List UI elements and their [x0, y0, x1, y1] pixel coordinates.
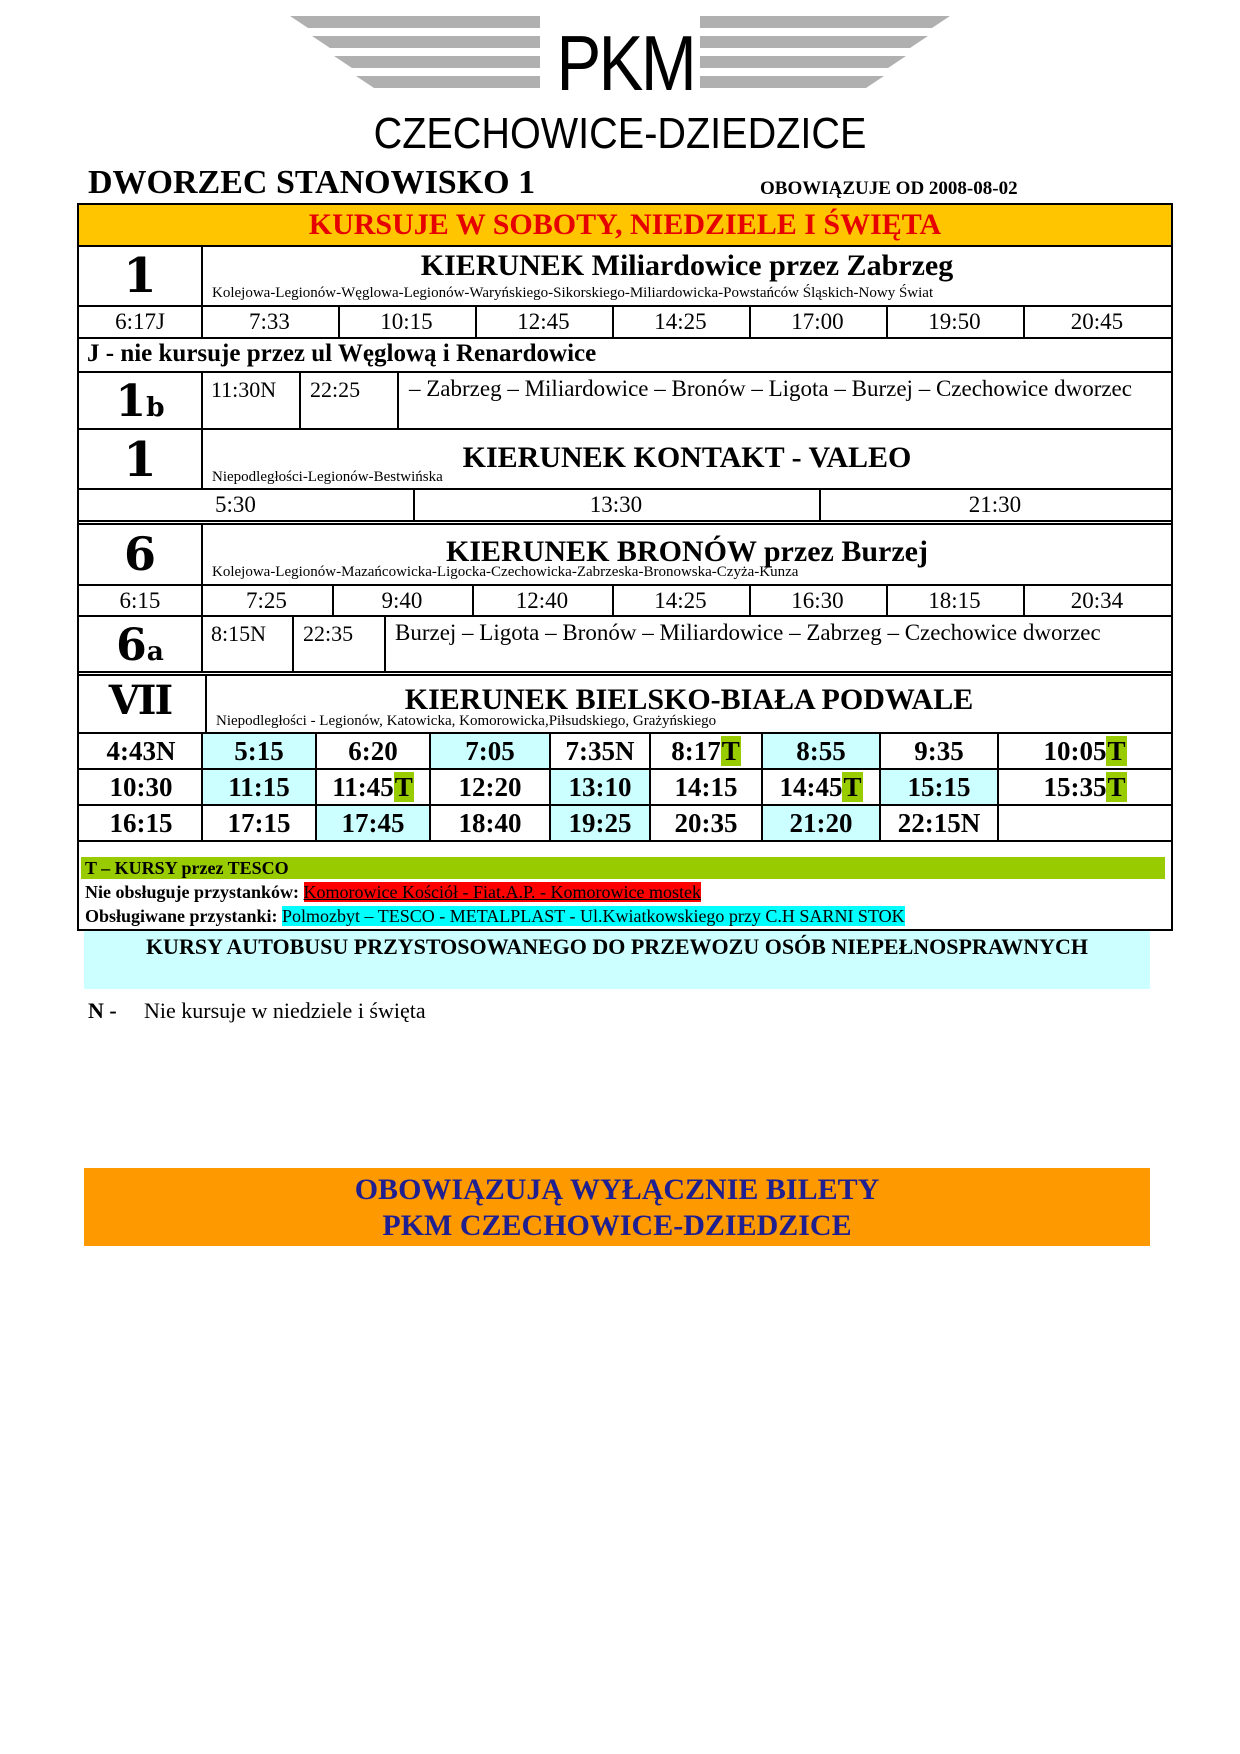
time-cell [317, 734, 429, 768]
time-value: 7:35N [565, 736, 635, 766]
time-value: 18:40 [458, 808, 522, 838]
line-number-vii: VII [108, 677, 172, 724]
tesco-mark: T [1107, 736, 1126, 766]
line6-direction-title: KIERUNEK BRONÓW przez Burzej [446, 535, 928, 568]
tesco-mark: T [843, 772, 862, 802]
time-cell [551, 806, 649, 840]
time-cell [999, 734, 1171, 768]
line1k-route: Niepodległości-Legionów-Bestwińska [212, 469, 443, 485]
time-cell [881, 806, 997, 840]
time-cell: 6:17J [115, 309, 165, 334]
time-value: 11:45 [332, 772, 394, 802]
logo-name: PKM [556, 19, 695, 107]
time-value: 21:20 [789, 808, 853, 838]
time-cell [651, 806, 761, 840]
line1-route: Kolejowa-Legionów-Węglowa-Legionów-Waryńskiego-Sikorskiego-Miliardowicka-Powstańców Śląskich-Nowy Świat [212, 285, 934, 301]
time-value: 8:17 [671, 736, 721, 766]
tesco-mark: T [1107, 772, 1126, 802]
line-number-1-kontakt: 1 [123, 432, 157, 488]
time-cell: 16:30 [791, 588, 844, 613]
time-cell: 6:15 [119, 588, 161, 613]
time-value: 22:15N [897, 808, 981, 838]
skipped-stops: Nie obsługuje przystanków: Komorowice Kościół - Fiat.A.P. - Komorowice mostek [85, 882, 701, 902]
time-cell: 21:30 [968, 492, 1022, 517]
time-cell [763, 770, 879, 804]
time-value: 4:43N [106, 736, 176, 766]
time-value: 14:15 [674, 772, 738, 802]
line1-direction-title: KIERUNEK Miliardowice przez Zabrzeg [420, 249, 954, 282]
time-cell [317, 806, 429, 840]
line1-note: J - nie kursuje przez ul Węglową i Renardowice [87, 340, 597, 367]
time-cell: 19:50 [928, 309, 981, 334]
time-cell [999, 806, 1171, 840]
time-cell [651, 770, 761, 804]
time-cell [551, 770, 649, 804]
tesco-mark: T [394, 772, 413, 802]
time-value: 17:45 [341, 808, 405, 838]
ticket-notice: OBOWIĄZUJĄ WYŁĄCZNIE BILETY PKM CZECHOWICE-DZIEDZICE [84, 1168, 1150, 1246]
time-cell: 12:45 [517, 309, 570, 334]
time-cell [203, 734, 315, 768]
time-cell [81, 734, 201, 768]
line1b-route: – Zabrzeg – Miliardowice – Bronów – Ligota – Burzej – Czechowice dworzec [409, 376, 1132, 401]
time-cell [81, 770, 201, 804]
time-value: 10:05 [1043, 736, 1107, 766]
time-value: 5:15 [234, 736, 284, 766]
time-cell: 14:25 [654, 309, 707, 334]
line1b-time: 11:30N [211, 377, 277, 402]
line7-route: Niepodległości - Legionów, Katowicka, Komorowicka,Piłsudskiego, Grażyńskiego [216, 713, 717, 729]
line-number-1: 1 [123, 248, 157, 304]
time-value: 15:35 [1043, 772, 1107, 802]
pkm-logo [290, 16, 950, 156]
time-cell [431, 770, 549, 804]
line6a-route: Burzej – Ligota – Bronów – Miliardowice – Zabrzeg – Czechowice dworzec [395, 620, 1101, 645]
time-value: 20:35 [674, 808, 738, 838]
time-cell [81, 806, 201, 840]
valid-from-date: OBOWIĄZUJE OD 2008-08-02 [760, 178, 1018, 199]
time-value: 6:20 [348, 736, 398, 766]
line-number-1b: 1b [115, 376, 165, 427]
accessible-bus-note: KURSY AUTOBUSU PRZYSTOSOWANEGO DO PRZEWOZU OSÓB NIEPEŁNOSPRAWNYCH [84, 931, 1150, 989]
time-value: 17:15 [227, 808, 291, 838]
time-cell [881, 734, 997, 768]
time-cell [999, 770, 1171, 804]
time-cell: 5:30 [215, 492, 256, 517]
time-value: 19:25 [568, 808, 632, 838]
time-cell [203, 806, 315, 840]
line-number-6: 6 [123, 527, 156, 581]
time-value: 10:30 [109, 772, 173, 802]
time-cell [317, 770, 429, 804]
line6a-time: 8:15N [211, 621, 266, 646]
tesco-mark: T [721, 736, 740, 766]
time-value: 12:20 [458, 772, 522, 802]
n-legend: N - Nie kursuje w niedziele i święta [88, 998, 426, 1023]
time-cell [763, 734, 879, 768]
time-cell: 17:00 [791, 309, 844, 334]
line7-direction-title: KIERUNEK BIELSKO-BIAŁA PODWALE [404, 683, 974, 716]
time-cell: 20:34 [1070, 588, 1124, 613]
timetable-frame [77, 203, 1173, 931]
time-cell: 7:25 [246, 588, 287, 613]
time-value: 15:15 [907, 772, 971, 802]
time-cell: 18:15 [928, 588, 981, 613]
time-cell: 12:40 [515, 588, 569, 613]
stop-title: DWORZEC STANOWISKO 1 [88, 164, 536, 201]
logo-city: CZECHOWICE-DZIEDZICE [373, 109, 867, 158]
time-value: 7:05 [465, 736, 515, 766]
time-value: 13:10 [568, 772, 632, 802]
time-value: 8:55 [796, 736, 846, 766]
time-cell [431, 734, 549, 768]
time-cell: 20:45 [1070, 309, 1124, 334]
time-cell: 14:25 [654, 588, 707, 613]
line1b-time: 22:25 [310, 377, 361, 402]
time-cell [651, 734, 761, 768]
time-value: 9:35 [914, 736, 964, 766]
time-cell: 10:15 [380, 309, 433, 334]
line6-route: Kolejowa-Legionów-Mazańcowicka-Ligocka-Czechowicka-Zabrzeska-Bronowska-Czyża-Kunza [212, 564, 799, 580]
tesco-note: T – KURSY przez TESCO [81, 857, 1165, 879]
time-value: 16:15 [109, 808, 173, 838]
days-banner: KURSUJE W SOBOTY, NIEDZIELE I ŚWIĘTA [79, 205, 1171, 247]
time-cell: 9:40 [381, 588, 423, 613]
line6a-time: 22:35 [303, 621, 354, 646]
time-cell [881, 770, 997, 804]
time-cell: 13:30 [589, 492, 643, 517]
time-value: 14:45 [779, 772, 843, 802]
time-cell [431, 806, 549, 840]
line-number-6a: 6a [116, 620, 164, 671]
line1k-direction-title: KIERUNEK KONTAKT - VALEO [462, 441, 912, 474]
time-cell [551, 734, 649, 768]
served-stops: Obsługiwane przystanki: Polmozbyt – TESCO - METALPLAST - Ul.Kwiatkowskiego przy C.H SARNI STOK [85, 906, 905, 926]
time-cell: 7:33 [249, 309, 290, 334]
time-value: 11:15 [228, 772, 290, 802]
time-cell [763, 806, 879, 840]
time-cell [203, 770, 315, 804]
